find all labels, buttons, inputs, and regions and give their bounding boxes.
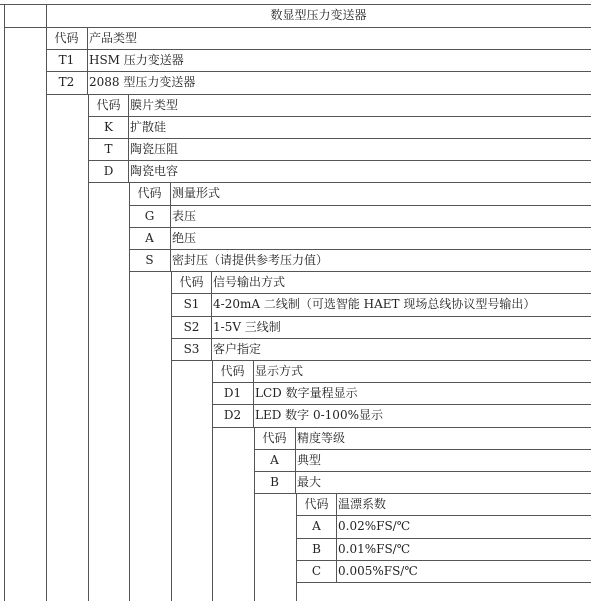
- option-label: 扩散硅: [130, 120, 167, 134]
- option-code: K: [104, 120, 113, 134]
- option-code: A: [145, 231, 154, 245]
- option-code: A: [312, 519, 321, 533]
- column-header-code: 代码: [262, 431, 287, 445]
- option-code: D2: [223, 408, 242, 422]
- row-divider: [129, 205, 591, 206]
- option-code: S2: [183, 320, 200, 334]
- option-label: 陶瓷电容: [130, 164, 179, 178]
- option-code: S: [145, 253, 154, 267]
- option-label: 最大: [297, 475, 322, 489]
- row-divider: [296, 582, 591, 583]
- column-header-label: 精度等级: [297, 431, 346, 445]
- column-header-label: 膜片类型: [130, 98, 179, 112]
- option-code: G: [144, 209, 155, 223]
- option-code: D1: [223, 386, 242, 400]
- option-label: LCD 数字量程显示: [255, 386, 358, 400]
- column-header-code: 代码: [96, 98, 121, 112]
- option-code: T: [104, 142, 113, 156]
- column-header-label: 测量形式: [172, 186, 221, 200]
- table-title: 数显型压力变送器: [270, 8, 367, 22]
- option-code: S3: [183, 342, 200, 356]
- option-code: T2: [58, 75, 75, 89]
- option-label: 陶瓷压阻: [130, 142, 179, 156]
- column-header-code: 代码: [179, 275, 204, 289]
- option-label: HSM 压力变送器: [89, 53, 184, 67]
- option-code: A: [270, 453, 279, 467]
- row-divider: [129, 227, 591, 228]
- column-header-label: 产品类型: [89, 31, 138, 45]
- column-header-code: 代码: [54, 31, 79, 45]
- code-column-divider: [295, 427, 296, 494]
- option-label: 2088 型压力变送器: [89, 75, 196, 89]
- option-label: 典型: [297, 453, 322, 467]
- option-label: 0.01%FS/℃: [338, 542, 411, 556]
- code-column-divider: [253, 360, 254, 427]
- option-code: S1: [183, 297, 200, 311]
- table-left-border: [4, 4, 5, 601]
- option-label: 客户指定: [213, 342, 262, 356]
- option-label: LED 数字 0-100%显示: [255, 408, 383, 422]
- column-header-code: 代码: [220, 364, 245, 378]
- option-code: C: [311, 564, 322, 578]
- column-header-label: 显示方式: [255, 364, 304, 378]
- column-header-code: 代码: [304, 497, 329, 511]
- option-code: B: [270, 475, 279, 489]
- code-column-divider: [87, 27, 88, 94]
- column-header-label: 信号输出方式: [213, 275, 286, 289]
- option-label: 1-5V 三线制: [213, 320, 281, 334]
- column-header-code: 代码: [137, 186, 162, 200]
- option-label: 绝压: [172, 231, 197, 245]
- option-label: 0.005%FS/℃: [338, 564, 418, 578]
- option-label: 表压: [172, 209, 197, 223]
- option-code: B: [312, 542, 321, 556]
- column-header-label: 温漂系数: [338, 497, 387, 511]
- option-code: T1: [58, 53, 75, 67]
- option-code: D: [103, 164, 114, 178]
- option-label: 0.02%FS/℃: [338, 519, 411, 533]
- option-label: 4-20mA 二线制（可选智能 HAET 现场总线协议型号输出）: [213, 297, 536, 311]
- option-label: 密封压（请提供参考压力值）: [172, 253, 329, 267]
